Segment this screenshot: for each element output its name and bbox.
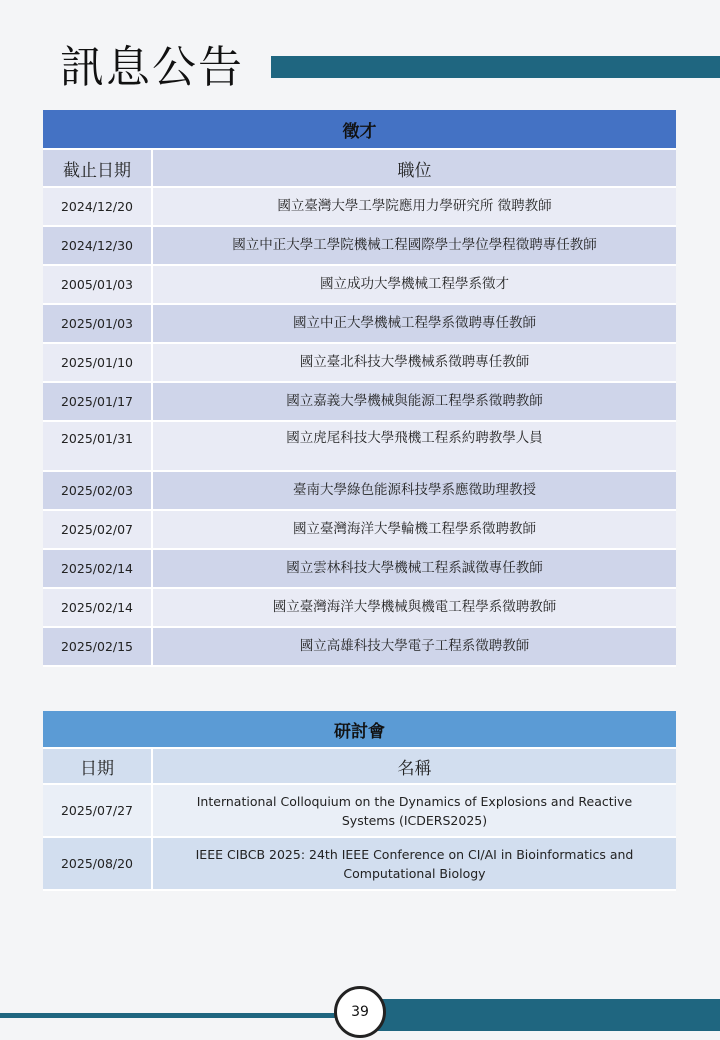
job-position: 國立臺灣海洋大學輪機工程學系徵聘教師 [153,511,676,550]
job-deadline: 2024/12/20 [43,188,153,227]
job-position: 國立高雄科技大學電子工程系徵聘教師 [153,628,676,667]
recruitment-table [43,110,676,667]
job-position: 國立嘉義大學機械與能源工程學系徵聘教師 [153,383,676,422]
recruitment-section-title: 徵才 [43,110,676,150]
job-deadline: 2025/02/03 [43,472,153,511]
job-deadline: 2025/01/10 [43,344,153,383]
seminar-date: 2025/08/20 [43,838,153,891]
job-position: 國立臺灣海洋大學機械與機電工程學系徵聘教師 [153,589,676,628]
table-row [43,589,676,628]
recruitment-header-date: 截止日期 [43,150,153,188]
footer-accent-bar [360,999,720,1031]
table-row [43,785,676,838]
seminar-section-title: 研討會 [43,711,676,749]
title-accent-bar [271,56,720,78]
job-position: 國立中正大學工學院機械工程國際學士學位學程徵聘專任教師 [153,227,676,266]
job-deadline: 2025/02/15 [43,628,153,667]
seminar-header-name: 名稱 [153,749,676,785]
table-row [43,550,676,589]
table-row [43,383,676,422]
table-row [43,344,676,383]
job-position: 國立中正大學機械工程學系徵聘專任教師 [153,305,676,344]
job-deadline: 2025/02/07 [43,511,153,550]
footer-accent-line [0,1013,340,1018]
job-position: 國立臺灣大學工學院應用力學研究所 徵聘教師 [153,188,676,227]
table-row [43,838,676,891]
table-row [43,472,676,511]
job-deadline: 2024/12/30 [43,227,153,266]
seminar-header-date: 日期 [43,749,153,785]
job-position: 國立虎尾科技大學飛機工程系約聘教學人員 [153,422,676,472]
table-row [43,266,676,305]
job-deadline: 2025/02/14 [43,550,153,589]
table-row [43,511,676,550]
job-deadline: 2025/02/14 [43,589,153,628]
seminar-name: IEEE CIBCB 2025: 24th IEEE Conference on CI/AI in Bioinformatics and Computational Biology [153,838,676,891]
job-position: 國立成功大學機械工程學系徵才 [153,266,676,305]
job-deadline: 2025/01/03 [43,305,153,344]
job-deadline: 2025/01/31 [43,422,153,472]
table-row [43,422,676,472]
job-position: 國立臺北科技大學機械系徵聘專任教師 [153,344,676,383]
job-position: 臺南大學綠色能源科技學系應徵助理教授 [153,472,676,511]
seminar-name: International Colloquium on the Dynamics of Explosions and Reactive Systems (ICDERS2025) [153,785,676,838]
job-deadline: 2005/01/03 [43,266,153,305]
page-number: 39 [334,986,386,1038]
table-row [43,227,676,266]
table-row [43,628,676,667]
job-position: 國立雲林科技大學機械工程系誠徵專任教師 [153,550,676,589]
recruitment-header-position: 職位 [153,150,676,188]
page-title: 訊息公告 [60,42,244,93]
job-deadline: 2025/01/17 [43,383,153,422]
seminar-table [43,711,676,891]
table-row [43,188,676,227]
table-row [43,305,676,344]
seminar-date: 2025/07/27 [43,785,153,838]
